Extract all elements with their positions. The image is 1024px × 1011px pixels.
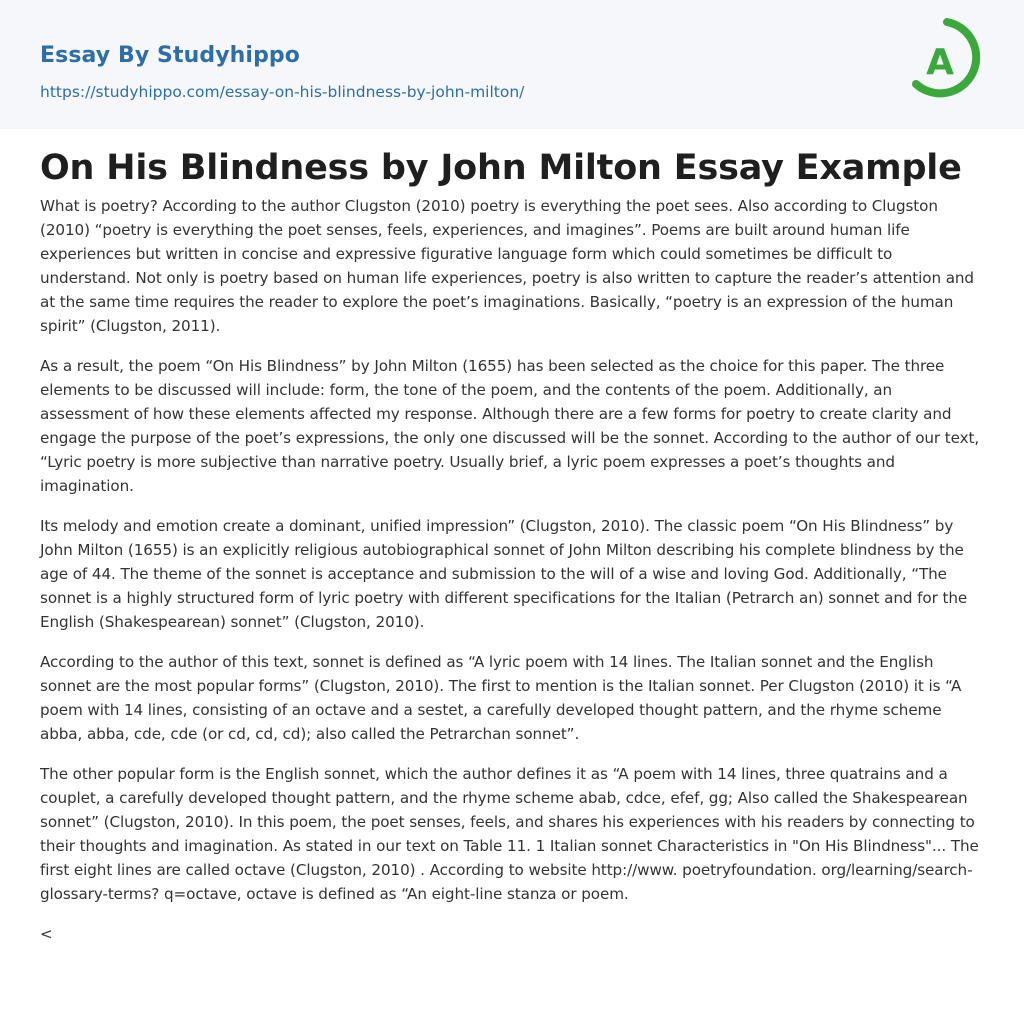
site-title[interactable]: Essay By Studyhippo <box>40 43 300 68</box>
page-url-link[interactable]: https://studyhippo.com/essay-on-his-blindness-by-john-milton/ <box>40 83 525 101</box>
essay-paragraph-2: As a result, the poem “On His Blindness” by John Milton (1655) has been selected as the choice for this paper. The three elements to be discussed will include: form, the tone of the poem, and the contents of the poem. Additionally, an assessment of how these elements affected my response. Although there are a few forms for poetry to create clarity and engage the purpose of the poet’s expressions, the only one discussed will be the sonnet. According to the author of our text, “Lyric poetry is more subjective than narrative poetry. Usually brief, a lyric poem expresses a poet’s thoughts and imagination. <box>40 357 980 495</box>
article <box>0 129 1024 946</box>
previous-page-link[interactable]: < <box>40 925 53 943</box>
page-title: On His Blindness by John Milton Essay Example <box>40 148 962 188</box>
essay-paragraph-1: What is poetry? According to the author Clugston (2010) poetry is everything the poet sees. Also according to Clugston (2010) “poetry is everything the poet senses, feels, experiences, and imagines”. Poems are built around human life experiences but written in concise and expressive figurative language form which could sometimes be difficult to understand. Not only is poetry based on human life experiences, poetry is also written to capture the reader’s attention and at the same time requires the reader to explore the poet’s imaginations. Basically, “poetry is an expression of the human spirit” (Clugston, 2011). <box>40 197 974 335</box>
studyhippo-logo-icon[interactable] <box>902 14 992 110</box>
essay-paragraph-4: According to the author of this text, sonnet is defined as “A lyric poem with 14 lines. The Italian sonnet and the English sonnet are the most popular forms” (Clugston, 2010). The first to mention is the Italian sonnet. Per Clugston (2010) it is “A poem with 14 lines, consisting of an octave and a sestet, a carefully developed thought pattern, and the rhyme scheme abba, abba, cde, cde (or cd, cd, cd); also called the Petrarchan sonnet”. <box>40 653 962 743</box>
essay-paragraph-5: The other popular form is the English sonnet, which the author defines it as “A poem with 14 lines, three quatrains and a couplet, a carefully developed thought pattern, and the rhyme scheme abab, cdce, efef, gg; Also called the Shakespearean sonnet” (Clugston, 2010). In this poem, the poet senses, feels, and shares his experiences with his readers by connecting to their thoughts and imagination. As stated in our text on Table 11. 1 Italian sonnet Characteristics in "On His Blindness"... The first eight lines are called octave (Clugston, 2010) . According to website http://www. poetryfoundation. org/learning/search-glossary-terms? q=octave, octave is defined as “An eight-line stanza or poem. <box>40 765 979 903</box>
essay-paragraph-3: Its melody and emotion create a dominant, unified impression” (Clugston, 2010). The classic poem “On His Blindness” by John Milton (1655) is an explicitly religious autobiographical sonnet of John Milton describing his complete blindness by the age of 44. The theme of the sonnet is acceptance and submission to the will of a wise and loving God. Additionally, “The sonnet is a highly structured form of lyric poetry with different specifications for the Italian (Petrarch an) sonnet and for the English (Shakespearean) sonnet” (Clugston, 2010). <box>40 517 968 631</box>
essay-body <box>40 194 984 906</box>
site-header <box>0 0 1024 129</box>
logo-letter: A <box>926 42 954 83</box>
